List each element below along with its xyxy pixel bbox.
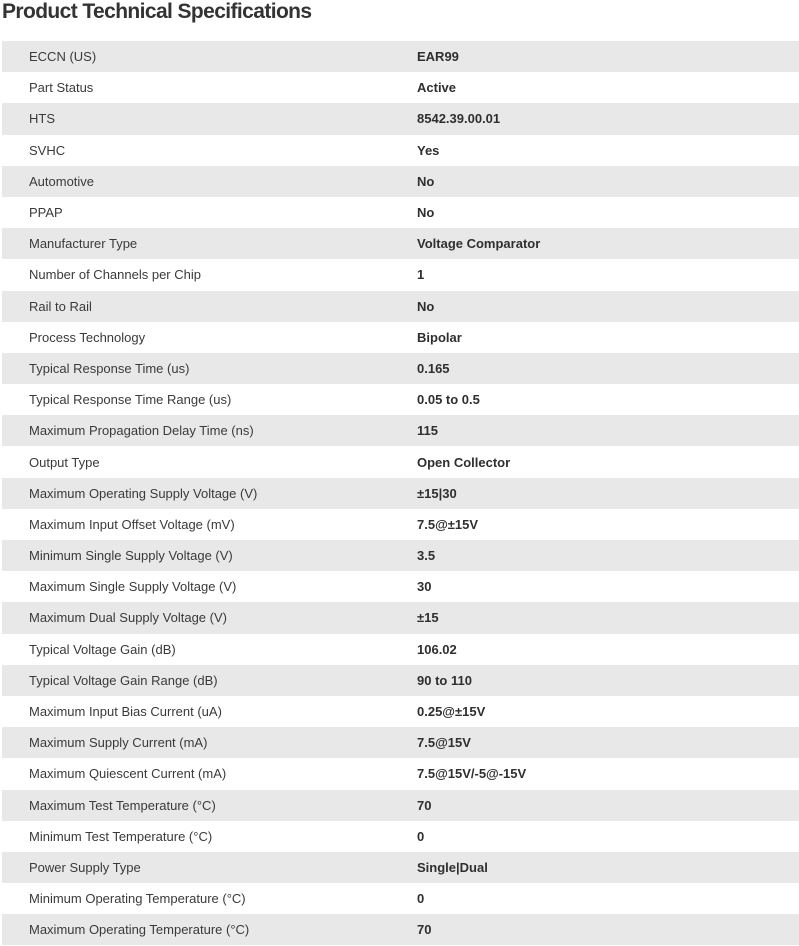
spec-value: 0.05 to 0.5 xyxy=(417,384,799,415)
spec-row-power-supply-type xyxy=(2,852,799,883)
spec-name: Typical Response Time (us) xyxy=(2,353,417,384)
spec-value: ±15 xyxy=(417,602,799,633)
spec-row-process-technology xyxy=(2,322,799,353)
spec-name: Process Technology xyxy=(2,322,417,353)
spec-name: Maximum Dual Supply Voltage (V) xyxy=(2,602,417,633)
spec-row-response-time-range xyxy=(2,384,799,415)
spec-row-max-input-bias-current xyxy=(2,696,799,727)
spec-name: Maximum Propagation Delay Time (ns) xyxy=(2,415,417,446)
spec-name: Automotive xyxy=(2,166,417,197)
spec-value: Voltage Comparator xyxy=(417,228,799,259)
spec-row-voltage-gain-range xyxy=(2,665,799,696)
spec-value: Yes xyxy=(417,135,799,166)
spec-value: Active xyxy=(417,72,799,103)
spec-row-max-operating-supply-voltage xyxy=(2,478,799,509)
spec-name: Rail to Rail xyxy=(2,291,417,322)
spec-row-max-supply-current xyxy=(2,727,799,758)
spec-name: Maximum Supply Current (mA) xyxy=(2,727,417,758)
spec-value: 115 xyxy=(417,415,799,446)
spec-row-min-operating-temperature xyxy=(2,883,799,914)
spec-name: Maximum Input Offset Voltage (mV) xyxy=(2,509,417,540)
spec-row-max-dual-supply-voltage xyxy=(2,602,799,633)
spec-value: EAR99 xyxy=(417,41,799,72)
spec-value: ±15|30 xyxy=(417,478,799,509)
spec-row-max-quiescent-current xyxy=(2,758,799,789)
spec-name: ECCN (US) xyxy=(2,41,417,72)
spec-value: 0 xyxy=(417,821,799,852)
spec-row-eccn xyxy=(2,41,799,72)
spec-value: 0 xyxy=(417,883,799,914)
spec-row-hts xyxy=(2,103,799,134)
spec-row-max-single-supply-voltage xyxy=(2,571,799,602)
spec-name: Maximum Test Temperature (°C) xyxy=(2,790,417,821)
spec-value: Open Collector xyxy=(417,446,799,477)
spec-row-part-status xyxy=(2,72,799,103)
spec-row-min-test-temperature xyxy=(2,821,799,852)
spec-row-max-input-offset-voltage xyxy=(2,509,799,540)
spec-name: Typical Voltage Gain Range (dB) xyxy=(2,665,417,696)
spec-name: Maximum Input Bias Current (uA) xyxy=(2,696,417,727)
spec-row-min-single-supply-voltage xyxy=(2,540,799,571)
spec-value: 0.25@±15V xyxy=(417,696,799,727)
spec-value: Single|Dual xyxy=(417,852,799,883)
spec-row-channels-per-chip xyxy=(2,259,799,290)
spec-value: Bipolar xyxy=(417,322,799,353)
spec-value: No xyxy=(417,291,799,322)
spec-name: Number of Channels per Chip xyxy=(2,259,417,290)
spec-name: Output Type xyxy=(2,446,417,477)
spec-table xyxy=(2,41,799,945)
spec-name: HTS xyxy=(2,103,417,134)
spec-name: Manufacturer Type xyxy=(2,228,417,259)
spec-value: 1 xyxy=(417,259,799,290)
spec-value: 7.5@15V xyxy=(417,727,799,758)
spec-value: 70 xyxy=(417,790,799,821)
spec-row-voltage-gain xyxy=(2,634,799,665)
page-title: Product Technical Specifications xyxy=(2,0,312,23)
spec-row-output-type xyxy=(2,446,799,477)
spec-value: 30 xyxy=(417,571,799,602)
spec-value: 7.5@15V/-5@-15V xyxy=(417,758,799,789)
spec-value: 3.5 xyxy=(417,540,799,571)
spec-value: 70 xyxy=(417,914,799,945)
spec-value: 0.165 xyxy=(417,353,799,384)
spec-name: Maximum Quiescent Current (mA) xyxy=(2,758,417,789)
spec-name: Maximum Operating Temperature (°C) xyxy=(2,914,417,945)
spec-value: No xyxy=(417,166,799,197)
spec-row-response-time xyxy=(2,353,799,384)
spec-value: 106.02 xyxy=(417,634,799,665)
spec-value: No xyxy=(417,197,799,228)
spec-name: Part Status xyxy=(2,72,417,103)
spec-name: Maximum Operating Supply Voltage (V) xyxy=(2,478,417,509)
spec-name: PPAP xyxy=(2,197,417,228)
spec-name: Minimum Test Temperature (°C) xyxy=(2,821,417,852)
spec-row-propagation-delay xyxy=(2,415,799,446)
spec-name: Typical Response Time Range (us) xyxy=(2,384,417,415)
spec-row-max-operating-temperature xyxy=(2,914,799,945)
spec-name: Typical Voltage Gain (dB) xyxy=(2,634,417,665)
spec-row-svhc xyxy=(2,135,799,166)
spec-row-max-test-temperature xyxy=(2,790,799,821)
spec-row-manufacturer-type xyxy=(2,228,799,259)
spec-name: SVHC xyxy=(2,135,417,166)
spec-value: 7.5@±15V xyxy=(417,509,799,540)
spec-row-rail-to-rail xyxy=(2,291,799,322)
spec-row-automotive xyxy=(2,166,799,197)
spec-table-body xyxy=(2,41,799,945)
spec-name: Power Supply Type xyxy=(2,852,417,883)
spec-value: 8542.39.00.01 xyxy=(417,103,799,134)
spec-name: Minimum Single Supply Voltage (V) xyxy=(2,540,417,571)
spec-name: Maximum Single Supply Voltage (V) xyxy=(2,571,417,602)
spec-row-ppap xyxy=(2,197,799,228)
spec-value: 90 to 110 xyxy=(417,665,799,696)
spec-name: Minimum Operating Temperature (°C) xyxy=(2,883,417,914)
